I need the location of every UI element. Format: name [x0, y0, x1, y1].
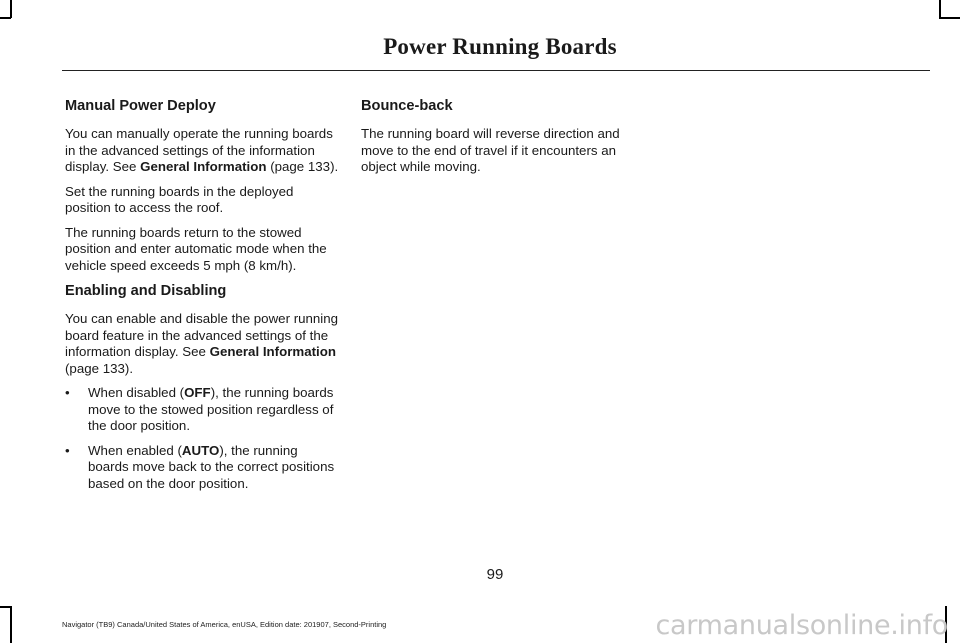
bullet-list: [65, 385, 340, 492]
paragraph: The running boards return to the stowed position and enter automatic mode when the vehicle speed exceeds 5 mph (8 km/h).: [65, 224, 327, 273]
header-rule: [62, 70, 930, 71]
cross-reference-link[interactable]: General Information: [209, 344, 336, 359]
watermark-text: carmanualsonline.info: [655, 610, 948, 641]
section-heading-enabling-disabling: Enabling and Disabling: [65, 283, 227, 299]
crop-mark: [0, 17, 11, 19]
paragraph: Set the running boards in the deployed position to access the roof.: [65, 183, 294, 215]
crop-mark: [0, 606, 11, 608]
text: You can manually operate the running boards in the advanced settings of the information display. See: [65, 126, 333, 174]
text: When disabled (: [88, 385, 185, 400]
text: (page 133).: [65, 360, 134, 376]
left-column: [65, 97, 340, 500]
text: ), the running boards move to the stowed position regardless of the door position.: [88, 385, 334, 433]
paragraph: [65, 311, 340, 377]
text: (page 133).: [266, 159, 339, 174]
crop-mark: [10, 606, 12, 643]
section-heading-manual-power-deploy: Manual Power Deploy: [65, 98, 216, 114]
page-number: 99: [486, 566, 504, 583]
setting-value: AUTO: [181, 442, 220, 458]
footer-edition-info: Navigator (TB9) Canada/United States of America, enUSA, Edition date: 201907, Second-Printing: [62, 620, 387, 629]
crop-mark: [939, 0, 941, 18]
bullet-icon: •: [65, 442, 70, 458]
text: You can enable and disable the power running board feature in the advanced settings of the information display. See: [65, 311, 339, 359]
bullet-icon: •: [65, 385, 70, 400]
text: When enabled (: [88, 442, 182, 458]
setting-value: OFF: [184, 385, 211, 400]
list-item: [65, 385, 340, 435]
crop-mark: [10, 0, 12, 18]
section-heading-bounce-back: Bounce-back: [361, 98, 453, 114]
cross-reference-link[interactable]: General Information: [140, 159, 267, 174]
list-item: [65, 443, 340, 493]
text: ), the running boards move back to the correct positions based on the door position.: [88, 442, 335, 491]
paragraph: [65, 126, 340, 176]
paragraph: The running board will reverse direction and move to the end of travel if it encounters an object while moving.: [361, 126, 620, 174]
page-header-title: Power Running Boards: [383, 34, 617, 59]
right-column: [361, 97, 636, 184]
crop-mark: [939, 17, 960, 19]
